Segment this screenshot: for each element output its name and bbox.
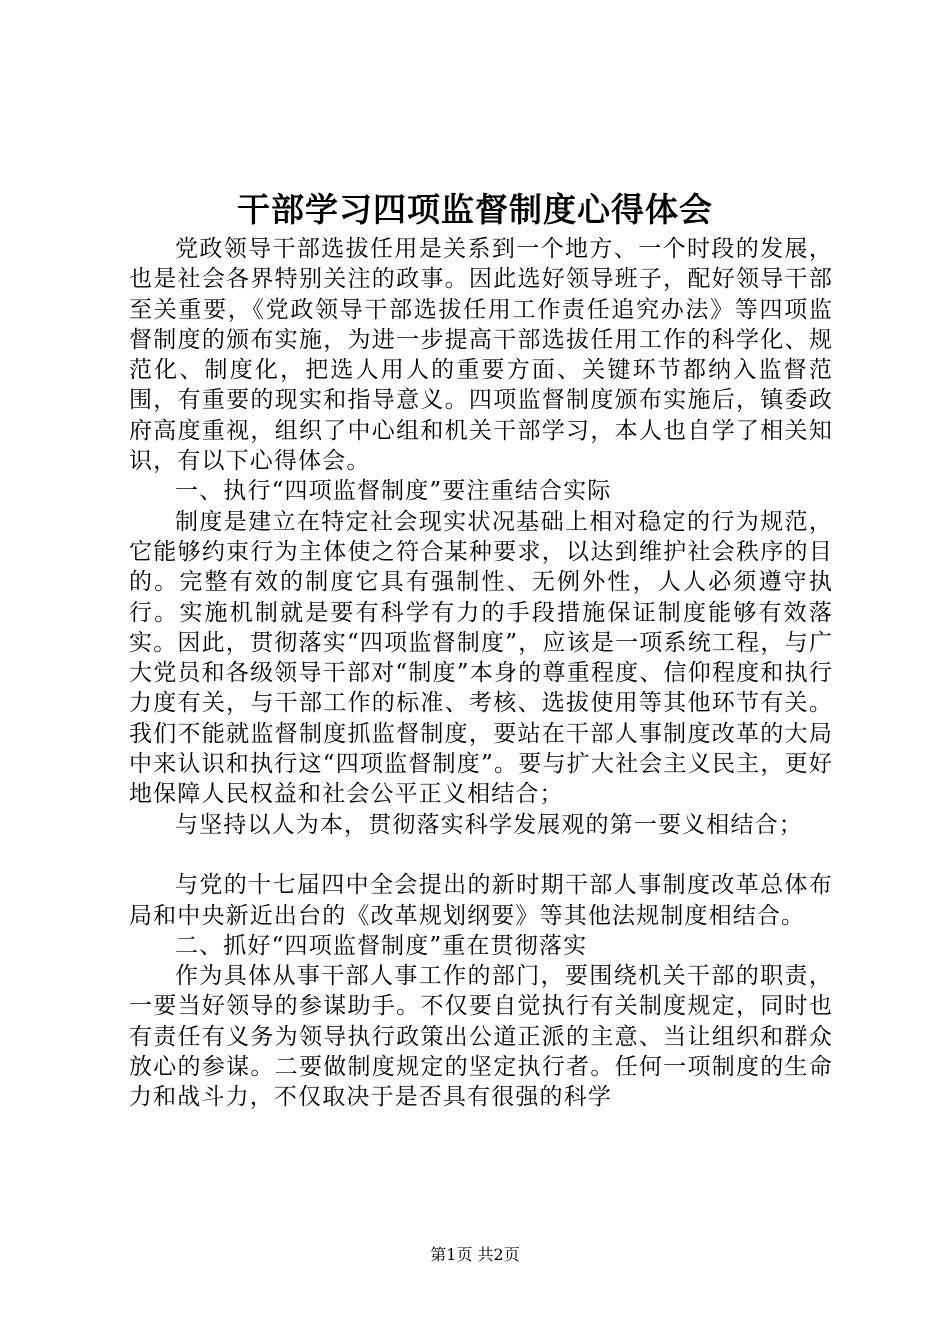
document-title: 干部学习四项监督制度心得体会	[237, 190, 713, 229]
paragraph-section-2: 作为具体从事干部人事工作的部门，要围绕机关干部的职责，一要当好领导的参谋助手。不仅要自觉执行有关制度规定，同时也有责任有义务为领导执行政策出公道正派的主意、当让组织和群众放心的参谋。二要做制度规定的坚定执行者。任何一项制度的生命力和战斗力，不仅取决于是否具有很强的科学	[129, 963, 833, 1111]
paragraph-section-1: 制度是建立在特定社会现实状况基础上相对稳定的行为规范，它能够约束行为主体使之符合某种要求，以达到维护社会秩序的目的。完整有效的制度它具有强制性、无例外性，人人必须遵守执行。实施机制就是要有科学有力的手段措施保证制度能够有效落实。因此，贯彻落实“四项监督制度”，应该是一项系统工程，与广大党员和各级领导干部对“制度”本身的尊重程度、信仰程度和执行力度有关，与干部工作的标准、考核、选拔使用等其他环节有关。我们不能就监督制度抓监督制度，要站在干部人事制度改革的大局中来认识和执行这“四项监督制度”。要与扩大社会主义民主，更好地保障人民权益和社会公平正义相结合；	[129, 508, 833, 808]
paragraph-point-3: 与党的十七届四中全会提出的新时期干部人事制度改革总体布局和中央新近出台的《改革规划纲要》等其他法规制度相结合。	[129, 872, 833, 929]
blank-line	[129, 840, 833, 870]
page-number-footer: 第1页 共2页	[430, 1245, 520, 1264]
section-heading-2: 二、抓好“四项监督制度”重在贯彻落实	[175, 932, 588, 959]
document-body	[129, 234, 833, 1113]
section-heading-1: 一、执行“四项监督制度”要注重结合实际	[175, 478, 612, 505]
paragraph-intro: 党政领导干部选拔任用是关系到一个地方、一个时段的发展，也是社会各界特别关注的政事。因此选好领导班子，配好领导干部至关重要，《党政领导干部选拔任用工作责任追究办法》等四项监督制度的颁布实施，为进一步提高干部选拔任用工作的科学化、规范化、制度化，把选人用人的重要方面、关键环节都纳入监督范围，有重要的现实和指导意义。四项监督制度颁布实施后，镇委政府高度重视，组织了中心组和机关干部学习，本人也自学了相关知识，有以下心得体会。	[129, 236, 833, 475]
paragraph-point-2: 与坚持以人为本，贯彻落实科学发展观的第一要义相结合；	[175, 811, 803, 838]
